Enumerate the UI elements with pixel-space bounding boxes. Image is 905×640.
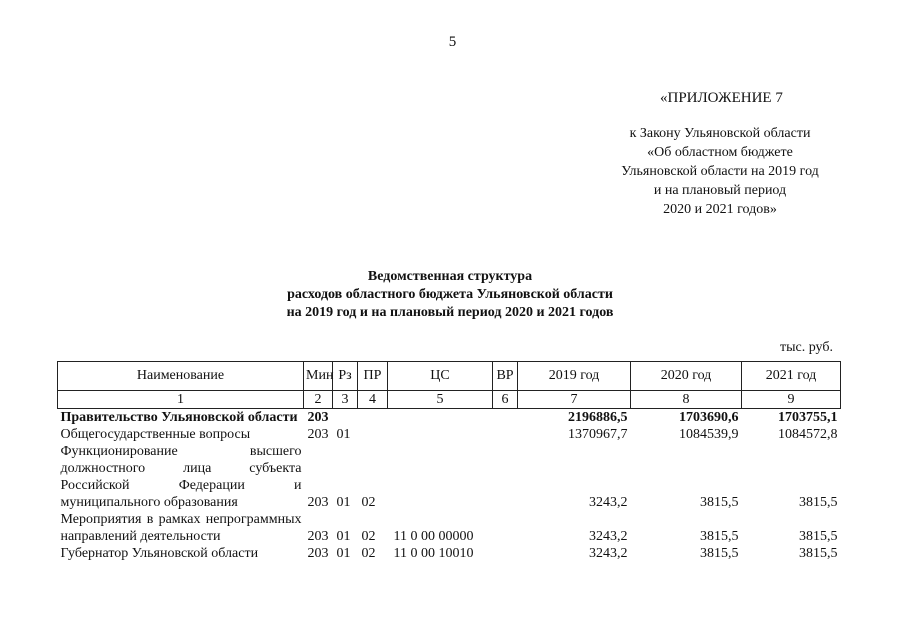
column-header-2020: 2020 год: [631, 362, 742, 391]
table-row: [58, 545, 841, 562]
row-value-2020: 3815,5: [700, 546, 739, 561]
law-reference-line: 2020 и 2021 годов»: [663, 202, 777, 217]
row-vr: [493, 545, 518, 562]
row-pr: 02: [361, 546, 376, 561]
row-value-2021: 3815,5: [799, 529, 838, 544]
row-pr: [358, 426, 388, 443]
row-value-2019: 2196886,5: [568, 410, 628, 425]
budget-table-container: [57, 361, 840, 562]
row-pr: 02: [361, 495, 376, 510]
appendix-title: «ПРИЛОЖЕНИЕ 7: [660, 90, 783, 106]
law-reference-line: Ульяновской области на 2019 год: [621, 164, 819, 179]
column-header-2021: 2021 год: [742, 362, 841, 391]
units-label: тыс. руб.: [780, 340, 833, 355]
column-index: 9: [742, 391, 841, 409]
row-cs: 11 0 00 10010: [393, 546, 474, 561]
law-reference-line: и на плановый период: [653, 183, 787, 198]
table-header-row: [58, 362, 841, 391]
row-name: Правительство Ульяновской области: [60, 410, 298, 425]
row-cs: [388, 409, 493, 427]
row-name: Мероприятия в рамках непрограммных направлений деятельности: [60, 512, 302, 544]
row-rz: 01: [336, 495, 351, 510]
table-row: [58, 426, 841, 443]
column-index: 1: [58, 391, 304, 409]
row-min: 203: [307, 410, 329, 425]
row-value-2021: 1084572,8: [778, 427, 838, 442]
row-cs: 11 0 00 00000: [393, 529, 474, 544]
column-header-cs: ЦС: [388, 362, 493, 391]
row-value-2020: 1084539,9: [679, 427, 739, 442]
row-rz: 01: [336, 427, 351, 442]
document-title-line: Ведомственная структура: [367, 269, 533, 284]
table-row: [58, 511, 841, 545]
column-header-vr: ВР: [493, 362, 518, 391]
budget-table-body: [58, 409, 841, 563]
law-reference-line: «Об областном бюджете: [647, 145, 793, 160]
row-value-2021: 1703755,1: [778, 410, 838, 425]
column-index: 2: [304, 391, 333, 409]
row-min: 203: [307, 427, 329, 442]
row-rz: 01: [336, 529, 351, 544]
table-row: [58, 409, 841, 427]
row-value-2019: 3243,2: [589, 529, 628, 544]
row-name: Функционирование высшего должностного лица субъекта Российской Федерации и муниципального образования: [60, 444, 302, 510]
table-row: [58, 443, 841, 511]
row-value-2020: 3815,5: [700, 495, 739, 510]
column-index: 4: [358, 391, 388, 409]
law-reference-line: к Закону Ульяновской области: [629, 126, 811, 141]
row-value-2019: 1370967,7: [568, 427, 628, 442]
row-value-2021: 3815,5: [799, 495, 838, 510]
column-index: 5: [388, 391, 493, 409]
law-reference: [600, 124, 840, 219]
row-name: Губернатор Ульяновской области: [60, 546, 259, 561]
row-cs: [388, 443, 493, 511]
column-header-pr: ПР: [358, 362, 388, 391]
column-index: 3: [333, 391, 358, 409]
row-min: 203: [307, 546, 329, 561]
row-value-2020: 3815,5: [700, 529, 739, 544]
row-min: 203: [307, 529, 329, 544]
column-index: 8: [631, 391, 742, 409]
row-pr: [358, 409, 388, 427]
row-min: 203: [307, 495, 329, 510]
row-vr: [493, 511, 518, 545]
row-value-2021: 3815,5: [799, 546, 838, 561]
document-title-line: расходов областного бюджета Ульяновской области: [287, 287, 613, 302]
column-header-min: Мин: [304, 362, 333, 391]
document-title: [250, 268, 650, 322]
document-title-line: на 2019 год и на плановый период 2020 и 2021 годов: [286, 305, 614, 320]
row-vr: [493, 426, 518, 443]
row-rz: [333, 409, 358, 427]
row-cs: [388, 426, 493, 443]
column-index-row: [58, 391, 841, 409]
row-value-2019: 3243,2: [589, 495, 628, 510]
row-rz: 01: [336, 546, 351, 561]
row-pr: 02: [361, 529, 376, 544]
budget-table: [57, 361, 841, 562]
row-value-2019: 3243,2: [589, 546, 628, 561]
row-vr: [493, 443, 518, 511]
column-header-2019: 2019 год: [518, 362, 631, 391]
page-number: 5: [448, 34, 457, 50]
column-header-name: Наименование: [58, 362, 304, 391]
column-index: 6: [493, 391, 518, 409]
column-header-rz: Рз: [333, 362, 358, 391]
row-value-2020: 1703690,6: [679, 410, 739, 425]
row-vr: [493, 409, 518, 427]
row-name: Общегосударственные вопросы: [60, 427, 251, 442]
column-index: 7: [518, 391, 631, 409]
